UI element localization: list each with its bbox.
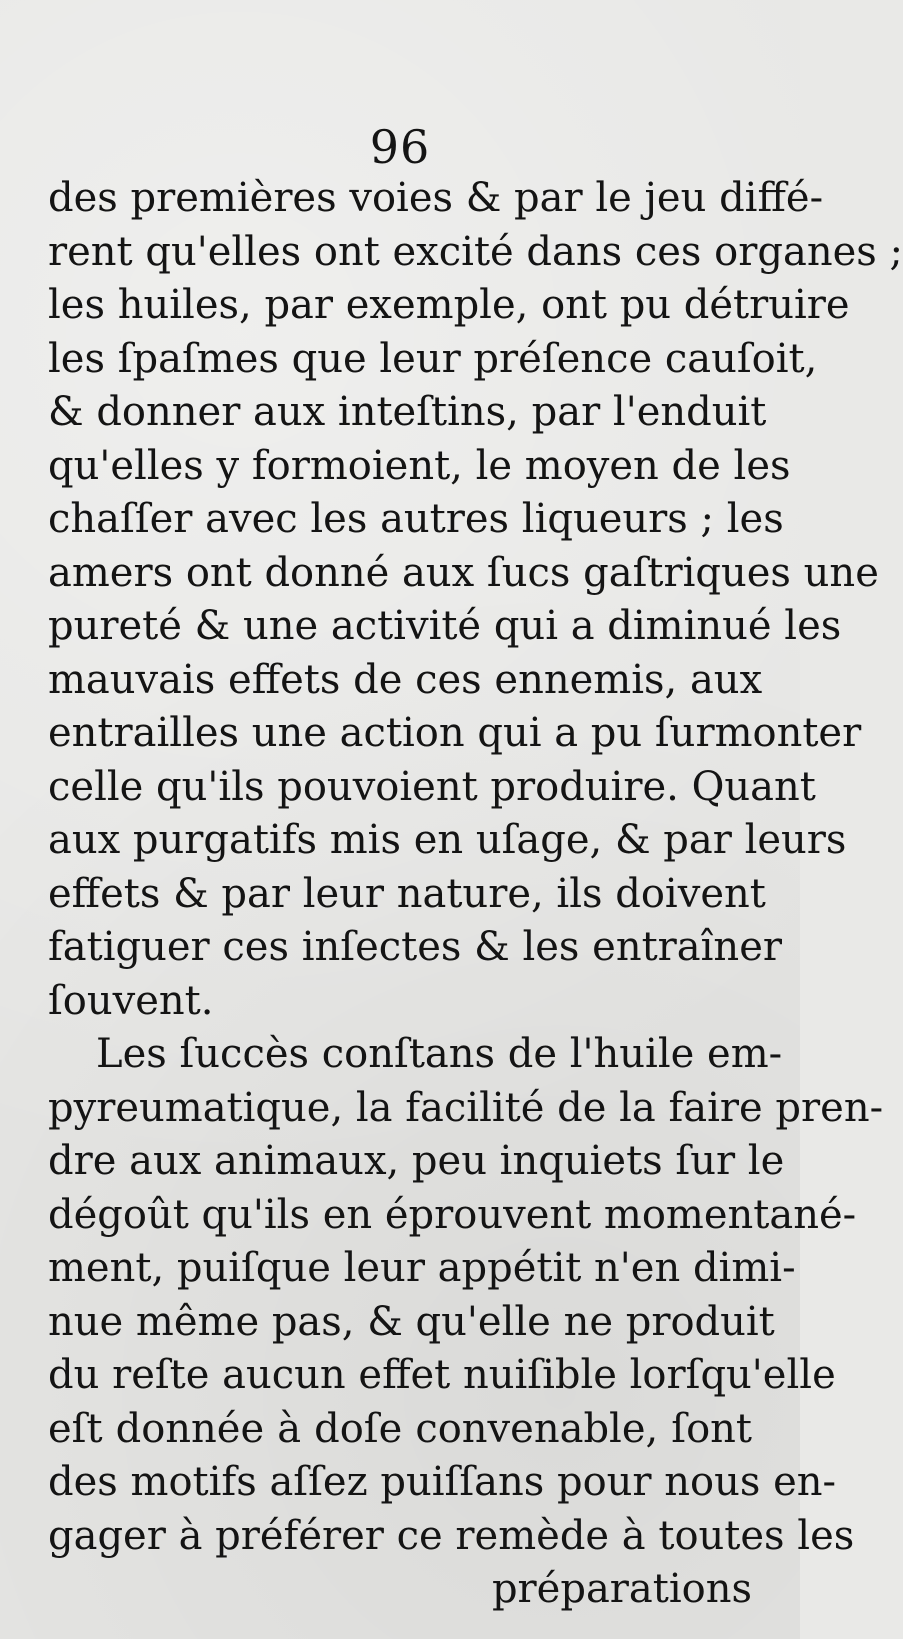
text-line: chaſſer avec les autres liqueurs ; les (48, 496, 784, 542)
text-line: entrailles une action qui a pu ſurmonter (48, 710, 862, 756)
text-line: pyreumatique, la facilité de la faire pren- (48, 1084, 884, 1131)
text-line: qu'elles y formoient, le moyen de les (48, 442, 791, 489)
text-line: celle qu'ils pouvoient produire. Quant (48, 763, 816, 810)
text-line: les ſpaſmes que leur préſence cauſoit, (48, 335, 818, 382)
text-line: nue même pas, & qu'elle ne produit (48, 1298, 775, 1345)
text-line: amers ont donné aux ſucs gaſtriques une (48, 549, 879, 596)
text-line: aux purgatifs mis en uſage, & par leurs (48, 817, 847, 863)
body-text (48, 172, 903, 1617)
text-line: mauvais effets de ces ennemis, aux (48, 656, 763, 703)
text-line: gager à préférer ce remède à toutes les (48, 1512, 855, 1559)
paragraph-start-line: Les ſuccès conſtans de l'huile em- (96, 1031, 783, 1077)
paragraph-end-line: ſouvent. (48, 977, 214, 1024)
text-line: effets & par leur nature, ils doivent (48, 870, 766, 917)
text-line: des premières voies & par le jeu diffé- (48, 175, 824, 221)
text-line: fatiguer ces inſectes & les entraîner (48, 924, 782, 970)
text-line: pureté & une activité qui a diminué les (48, 603, 842, 649)
text-line: & donner aux inteſtins, par l'enduit (48, 389, 767, 435)
text-line: des motifs aſſez puiſſans pour nous en- (48, 1459, 837, 1505)
text-line: dégoût qu'ils en éprouvent momentané- (48, 1191, 857, 1238)
catchword: préparations (491, 1566, 752, 1612)
text-line: rent qu'elles ont excité dans ces organes ; (48, 228, 903, 275)
text-line: dre aux animaux, peu inquiets ſur le (48, 1138, 785, 1184)
text-line: les huiles, par exemple, ont pu détruire (48, 282, 850, 328)
text-line: du reſte aucun effet nuiſible lorſqu'elle (48, 1352, 836, 1398)
page-number: 96 (369, 120, 431, 174)
text-line: ment, puiſque leur appétit n'en dimi- (48, 1245, 796, 1291)
text-line: eſt donnée à doſe convenable, ſont (48, 1405, 752, 1452)
